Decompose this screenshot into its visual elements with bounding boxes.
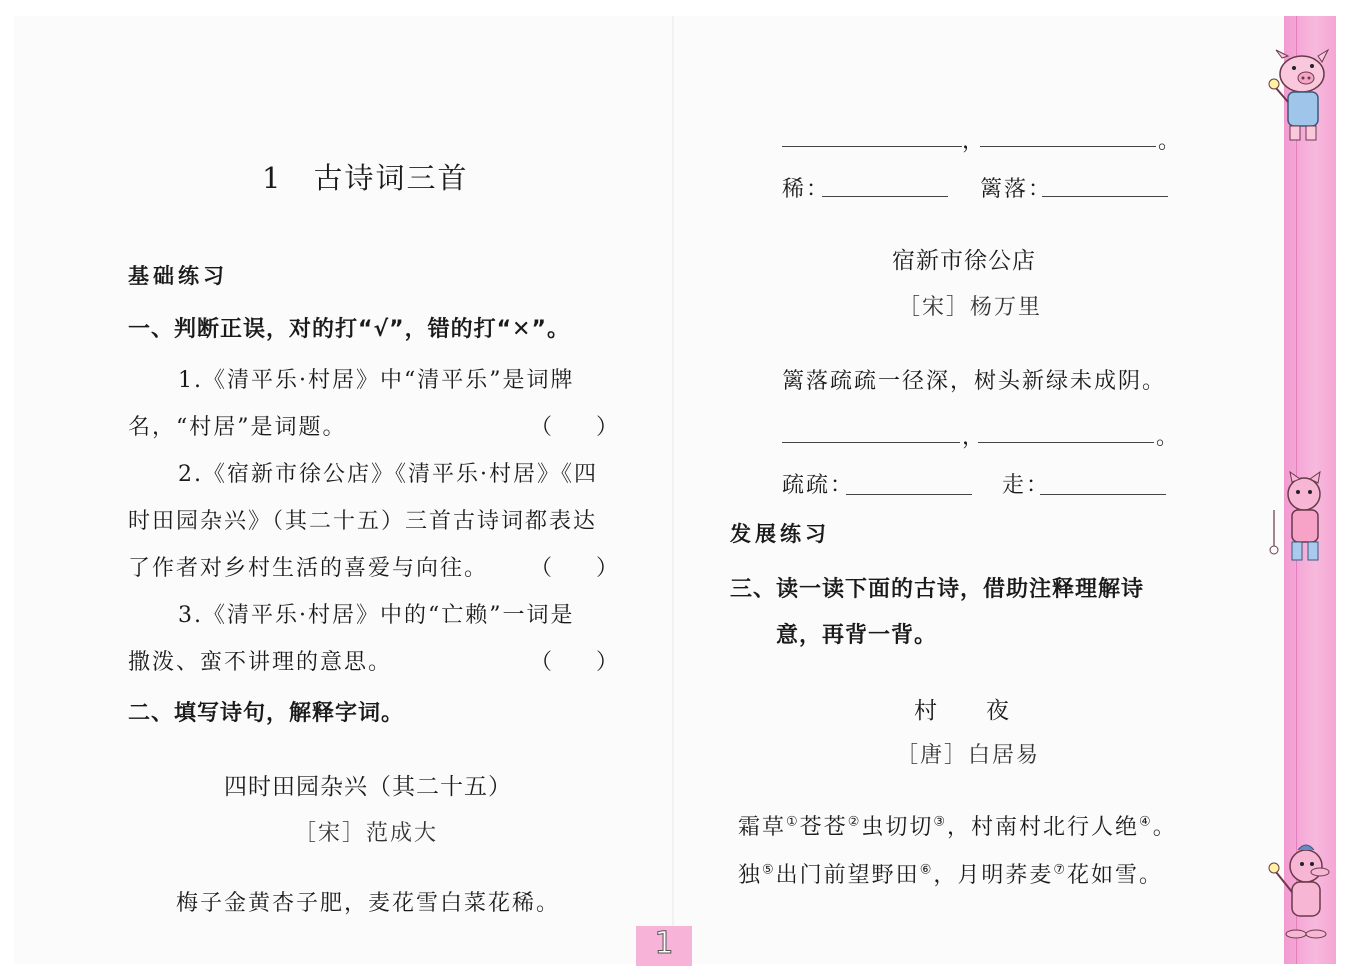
duck-mascot-icon [1262,842,1334,942]
poem1-blank-2[interactable] [980,146,1156,147]
poem3-line1: 霜草①苍苍②虫切切③，村南村北行人绝④。 [738,814,1177,840]
poem2-word2-label: 走： [1002,473,1051,498]
poem3-title: 村 夜 [914,698,1010,724]
poem2-title: 宿新市徐公店 [892,248,1036,274]
poem1-word1-label: 稀： [782,177,831,202]
poem1-period: 。 [1158,129,1183,154]
poem1-word2-blank[interactable] [1042,196,1168,197]
poem1-author: ［宋］范成大 [294,821,439,846]
poem1-word2-label: 篱落： [980,177,1053,202]
question-3-line1: 三、读一读下面的古诗，借助注释理解诗 [730,577,1145,602]
poem1-line: 梅子金黄杏子肥，麦花雪白菜花稀。 [176,891,561,916]
poem2-blank-1[interactable] [782,442,960,443]
question-3-line2: 意，再背一背。 [776,623,938,648]
q1-item-3-answer[interactable]: （ ） [530,650,619,675]
poem3-author: ［唐］白居易 [896,743,1041,768]
q1-item-3-line1: 3.《清平乐·村居》中的“亡赖”一词是 [178,603,575,628]
poem3-line2: 独⑤出门前望野田⑥，月明荞麦⑦花如雪。 [738,862,1164,888]
section-dev-heading: 发展练习 [730,522,830,546]
poem1-word1-blank[interactable] [822,196,948,197]
poem2-word1-label: 疏疏： [782,473,855,498]
poem2-word1-blank[interactable] [846,494,972,495]
poem2-author: ［宋］杨万里 [898,295,1043,320]
q1-item-1-line1: 1.《清平乐·村居》中“清平乐”是词牌 [178,368,575,393]
q1-item-3-line2: 撒泼、蛮不讲理的意思。 [128,650,393,675]
poem2-blank-2[interactable] [978,442,1154,443]
book-spine [672,16,674,964]
q1-item-2-answer[interactable]: （ ） [530,556,619,581]
poem1-comma: ， [962,129,987,154]
q1-item-2-line1: 2.《宿新市徐公店》《清平乐·村居》《四 [178,462,598,487]
question-2: 二、填写诗句，解释字词。 [128,701,405,726]
poem1-title: 四时田园杂兴（其二十五） [224,774,512,800]
question-1: 一、判断正误，对的打“√”，错的打“✕”。 [128,317,570,342]
pig-mascot-icon [1262,48,1334,144]
section-basic-heading: 基础练习 [128,264,228,288]
poem2-comma: ， [962,425,987,450]
q1-item-1-line2: 名，“村居”是词题。 [128,415,347,440]
poem2-word2-blank[interactable] [1040,494,1166,495]
poem2-line: 篱落疏疏一径深，树头新绿未成阴。 [782,369,1167,394]
poem1-blank-1[interactable] [782,146,962,147]
q1-item-2-line3: 了作者对乡村生活的喜爱与向往。 [128,556,489,581]
lesson-title: 1 古诗词三首 [262,161,469,195]
q1-item-2-line2: 时田园杂兴》（其二十五）三首古诗词都表达 [128,509,598,534]
page-number: 1 [654,926,674,961]
cat-yoyo-mascot-icon [1264,470,1334,570]
q1-item-1-answer[interactable]: （ ） [530,415,619,440]
poem2-period: 。 [1156,425,1181,450]
